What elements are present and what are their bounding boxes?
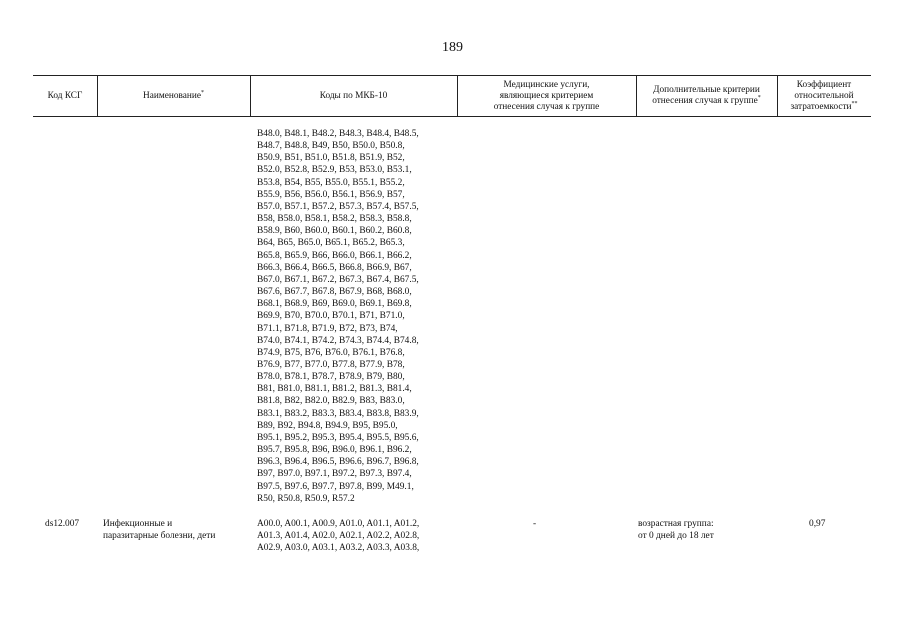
header-criteria-label: Дополнительные критерии отнесения случая к группе* [652,85,761,106]
icd-codes-line: B81, B81.0, B81.1, B81.2, B81.3, B81.4, [257,384,412,395]
icd-codes-line: B95.1, B95.2, B95.3, B95.4, B95.5, B95.6, [257,432,419,443]
row-ksg-code: ds12.007 [45,519,80,529]
icd-codes-line: A02.9, A03.0, A03.1, A03.2, A03.3, A03.8, [257,543,420,554]
header-icd-label: Коды по МКБ-10 [319,90,388,101]
icd-codes-line: B68.1, B68.9, B69, B69.0, B69.1, B69.8, [257,299,412,310]
icd-codes-line: R50, R50.8, R50.9, R57.2 [257,493,355,504]
row-services: - [533,519,537,529]
icd-codes-line: B74.0, B74.1, B74.2, B74.3, B74.4, B74.8, [257,335,419,346]
icd-codes-line: B52.0, B52.8, B52.9, B53, B53.0, B53.1, [257,165,412,176]
icd-codes-line: A00.0, A00.1, A00.9, A01.0, A01.1, A01.2, [257,519,420,529]
icd-codes-line: B50.9, B51, B51.0, B51.8, B51.9, B52, [257,153,405,164]
icd-codes-line: B66.3, B66.4, B66.5, B66.8, B66.9, B67, [257,262,412,273]
icd-codes-line: B81.8, B82, B82.0, B82.9, B83, B83.0, [257,396,405,407]
icd-codes-line: B48.7, B48.8, B49, B50, B50.0, B50.8, [257,141,405,152]
header-code-col [33,76,98,116]
icd-codes-line: B89, B92, B94.8, B94.9, B95, B95.0, [257,420,398,431]
header-services-col [457,76,637,116]
icd-codes-line: B74.9, B75, B76, B76.0, B76.1, B76.8, [257,347,405,358]
icd-codes-line: B67.6, B67.7, B67.8, B67.9, B68, B68.0, [257,287,412,298]
header-coef-col [777,76,871,116]
header-coef-label: Коэффициент относительной затратоемкости** [790,79,858,112]
icd-codes-line: B69.9, B70, B70.0, B70.1, B71, B71.0, [257,311,405,322]
header-icd-col [250,76,458,116]
row-coefficient: 0,97 [809,519,826,529]
table-header [33,75,871,117]
header-criteria-col [636,76,778,116]
icd-codes-line: B65.8, B65.9, B66, B66.0, B66.1, B66.2, [257,250,412,261]
icd-codes-line: A01.3, A01.4, A02.0, A02.1, A02.2, A02.8, [257,531,420,542]
icd-codes-line: B71.1, B71.8, B71.9, B72, B73, B74, [257,323,398,334]
icd-codes-line: B96.3, B96.4, B96.5, B96.6, B96.7, B96.8, [257,457,419,468]
icd-codes-line: B58.9, B60, B60.0, B60.1, B60.2, B60.8, [257,226,412,237]
icd-codes-line: B57.0, B57.1, B57.2, B57.3, B57.4, B57.5, [257,201,419,212]
header-name-col [97,76,251,116]
icd-codes-line: B48.0, B48.1, B48.2, B48.3, B48.4, B48.5, [257,129,419,139]
icd-codes-line: B58, B58.0, B58.1, B58.2, B58.3, B58.8, [257,214,412,225]
icd-codes-line: B76.9, B77, B77.0, B77.8, B77.9, B78, [257,359,405,370]
page-number: 189 [442,40,463,55]
icd-codes-line: B64, B65, B65.0, B65.1, B65.2, B65.3, [257,238,405,249]
continued-icd-codes [257,128,462,505]
header-services-label: Медицинские услуги, являющиеся критерием отнесения случая к группе [493,79,600,112]
icd-codes-line: B97.5, B97.6, B97.7, B97.8, B99, M49.1, [257,481,414,492]
icd-codes-line: B53.8, B54, B55, B55.0, B55.1, B55.2, [257,177,405,188]
header-name-label: Наименование* [143,89,204,101]
icd-codes-line: B83.1, B83.2, B83.3, B83.4, B83.8, B83.9, [257,408,419,419]
header-code-label: Код КСГ [47,90,83,101]
icd-codes-line: B95.7, B95.8, B96, B96.0, B96.1, B96.2, [257,445,412,456]
row-name: Инфекционные и паразитарные болезни, дети [103,519,216,542]
row-criteria: возрастная группа: от 0 дней до 18 лет [638,519,714,542]
icd-codes-line: B97, B97.0, B97.1, B97.2, B97.3, B97.4, [257,469,412,480]
icd-codes-line: B55.9, B56, B56.0, B56.1, B56.9, B57, [257,189,405,200]
icd-codes-line: B78.0, B78.1, B78.7, B78.9, B79, B80, [257,372,405,383]
row-icd-codes [257,518,462,554]
icd-codes-line: B67.0, B67.1, B67.2, B67.3, B67.4, B67.5, [257,274,419,285]
